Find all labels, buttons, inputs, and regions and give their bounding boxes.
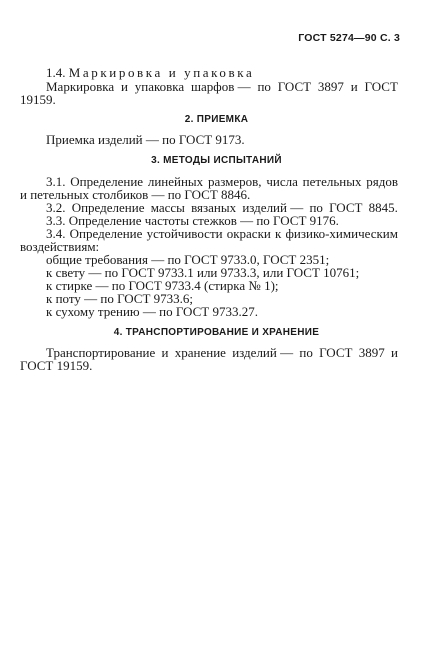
word: и xyxy=(390,345,398,360)
word: вязаных xyxy=(191,200,237,215)
word: изделий — xyxy=(232,345,294,360)
word: по xyxy=(299,345,313,360)
section-title-text: Маркировка и упаковка xyxy=(68,65,255,80)
word: и xyxy=(350,79,358,94)
word: ГОСТ xyxy=(277,79,312,94)
word: окраски xyxy=(226,226,271,241)
section-2-heading: 2. ПРИЕМКА xyxy=(184,114,249,125)
word: физико-химическим xyxy=(285,226,398,241)
word: хранение xyxy=(174,345,226,360)
paragraph-3-1-line-2: и петельных столбиков — по ГОСТ 8846. xyxy=(20,187,251,202)
list-item: к поту — по ГОСТ 9733.6; xyxy=(46,291,194,306)
paragraph-1-4-line-1 xyxy=(46,80,398,94)
word: 3897 xyxy=(358,345,385,360)
list-item: к сухому трению — по ГОСТ 9733.27. xyxy=(46,304,258,319)
word: к xyxy=(275,226,282,241)
word: числа xyxy=(266,174,298,189)
word: 3897 xyxy=(317,79,344,94)
word: 3.4. xyxy=(46,226,66,241)
word: Определение xyxy=(69,226,143,241)
list-item: общие требования — по ГОСТ 9733.0, ГОСТ 2351; xyxy=(46,252,330,267)
page-header: ГОСТ 5274—90 С. 3 xyxy=(298,32,400,44)
word: ГОСТ xyxy=(319,345,353,360)
word: изделий — xyxy=(242,200,304,215)
word: шарфов — xyxy=(191,79,251,94)
word: по xyxy=(309,200,323,215)
word: Определение xyxy=(71,200,145,215)
word: 3.2. xyxy=(46,200,66,215)
word: петельных xyxy=(302,174,362,189)
word: Определение xyxy=(70,174,144,189)
word: ГОСТ xyxy=(329,200,363,215)
section-number: 1.4. xyxy=(46,65,66,80)
word: по xyxy=(257,79,271,94)
word: линейных xyxy=(147,174,204,189)
section-4-heading: 4. ТРАНСПОРТИРОВАНИЕ И ХРАНЕНИЕ xyxy=(113,327,320,338)
paragraph-1-4-line-2: 19159. xyxy=(20,92,56,107)
paragraph-3-4-line-2: воздействиям: xyxy=(20,239,100,254)
section-1-4-title xyxy=(46,66,398,80)
section-3-heading: 3. МЕТОДЫ ИСПЫТАНИЙ xyxy=(151,155,282,166)
word: Маркировка xyxy=(46,79,115,94)
paragraph-4-line-1 xyxy=(46,346,398,360)
word: размеров, xyxy=(207,174,262,189)
word: массы xyxy=(150,200,185,215)
word: 3.1. xyxy=(46,174,66,189)
word: рядов xyxy=(366,174,398,189)
word: 8845. xyxy=(368,200,398,215)
word: Транспортирование xyxy=(46,345,156,360)
list-item: к стирке — по ГОСТ 9733.4 (стирка № 1); xyxy=(46,278,279,293)
list-item: к свету — по ГОСТ 9733.1 или 9733.3, или ГОСТ 10761; xyxy=(46,265,360,280)
word: и xyxy=(120,79,128,94)
paragraph-3-3: 3.3. Определение частоты стежков — по ГОСТ 9176. xyxy=(46,213,339,228)
word: и xyxy=(161,345,169,360)
word: ГОСТ xyxy=(364,79,398,94)
paragraph-4-line-2: ГОСТ 19159. xyxy=(20,358,93,373)
word: упаковка xyxy=(134,79,185,94)
paragraph-2: Приемка изделий — по ГОСТ 9173. xyxy=(46,132,245,147)
word: устойчивости xyxy=(146,226,223,241)
